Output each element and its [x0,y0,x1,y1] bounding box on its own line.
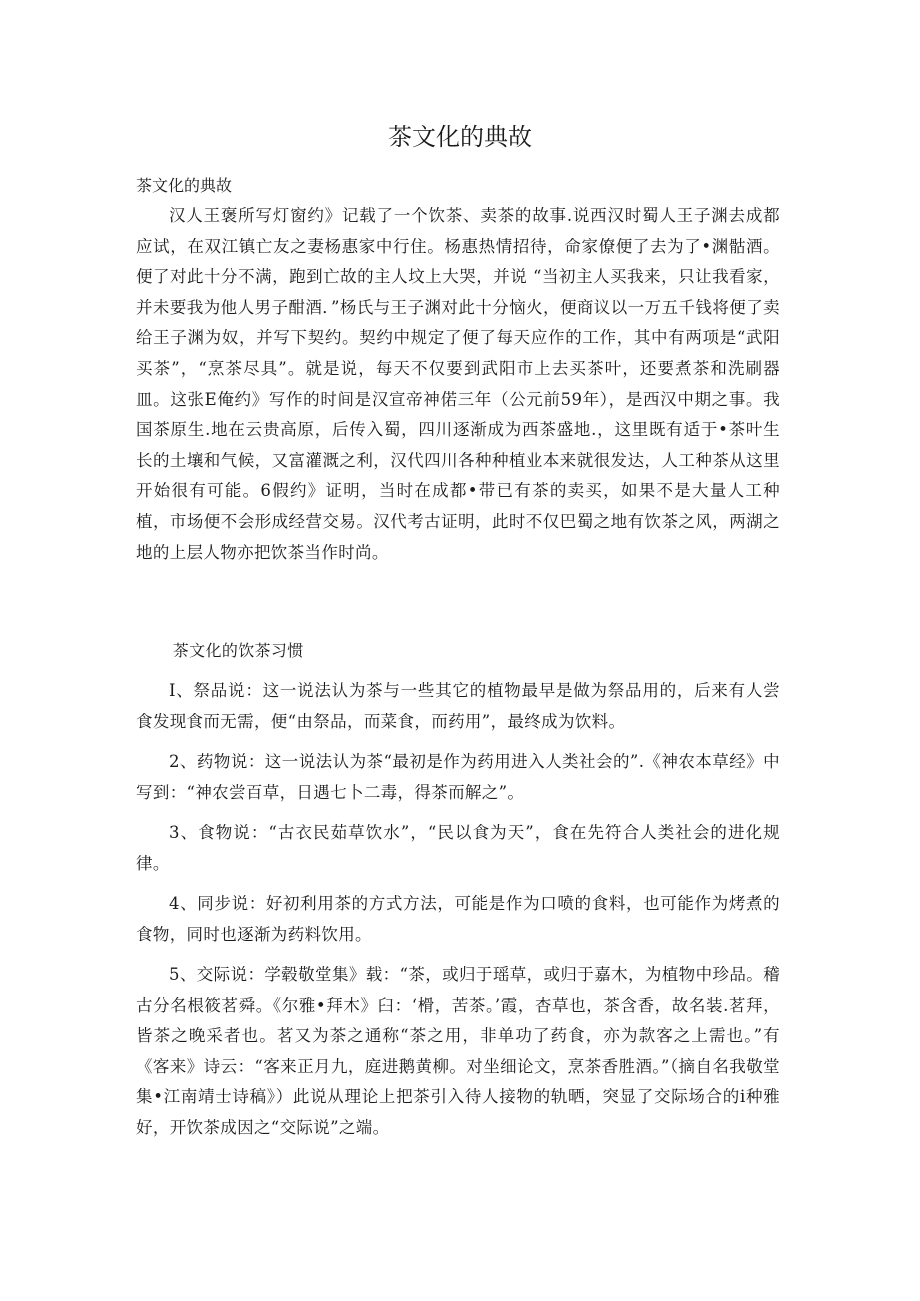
section-heading: 茶文化的典故 [136,176,233,195]
paragraph-story: 汉人王褒所写灯窗约》记载了一个饮茶、卖茶的故事.说西汉时蜀人王子渊去成都应试，在双江镇亡友之妻杨惠家中行住。杨惠热情招待，命家僚便了去为了•渊骷酒。便了对此十分不满，跑到亡故的主人坟上大哭，并说 “当初主人买我来，只让我看家，并未要我为他人男子酣酒．”杨氏与王子渊对此十分恼火，便商议以一万五千钱将便了卖给王子渊为奴，并写下契约。契约中规定了便了每天应作的工作，其中有两项是“武阳买茶”，“烹茶尽具”。就是说，每天不仅要到武阳市上去买茶叶，还要煮茶和洗刷器皿。这张E俺约》写作的时间是汉宣帝神偌三年（公元前59年），是西汉中期之事。我国茶原生.地在云贵高原，后传入蜀，四川逐渐成为西茶盛地.，这里既有适于•茶叶生长的土壤和气候，又富灌溉之利，汉代四川各种种植业本来就很发达，人工种茶从这里开始很有可能。6假约》证明，当时在成都•带已有茶的卖买，如果不是大量人工种植，市场便不会形成经营交易。汉代考古证明，此时不仅巴蜀之地有饮茶之风，两湖之地的上层人物亦把饮茶当作时尚。 [136,206,780,562]
paragraph-medicine: 2、药物说：这一说法认为茶“最初是作为药用进入人类社会的”.《神农本草经》中写到：“神农尝百草，日遇七卜二毒，得茶而解之”。 [136,752,780,802]
paragraph-food: 3、食物说：“古衣民茹草饮水”，“民以食为天”，食在先符合人类社会的进化规律。 [136,823,780,873]
paragraph-synchronous: 4、同步说：好初利用茶的方式方法，可能是作为口喷的食料，也可能作为烤煮的食物，同时也逐渐为药料饮用。 [136,894,780,944]
section-heading-habits: 茶文化的饮茶习惯 [172,641,304,660]
document-title: 茶文化的典故 [388,123,532,151]
paragraph-sacrifice: I、祭品说：这一说法认为茶与一些其它的植物最早是做为祭品用的，后来有人尝食发现食而无需，便“由祭品，而菜食，而药用”，最终成为饮料。 [136,681,780,731]
paragraph-social: 5、交际说：学毂敬堂集》载：“茶，或归于瑶草，或归于嘉木，为植物中珍品。稽古分名根筱茗舜。《尔雅•拜木》臼：‘榾，苦茶。’霞，杏草也，茶含香，故名装.茗拜，皆茶之晚采者也。茗又为茶之通称“茶之用，非单功了药食，亦为款客之上需也。”有《客来》诗云：“客来正月九，庭进鹅黄柳。对坐细论文，烹茶香胜酒。”（摘自名我敬堂集•江南靖士诗稿》）此说从理论上把茶引入待人接物的轨晒，突显了交际场合的i种雅好，开饮茶成因之“交际说”之端。 [136,965,780,1137]
